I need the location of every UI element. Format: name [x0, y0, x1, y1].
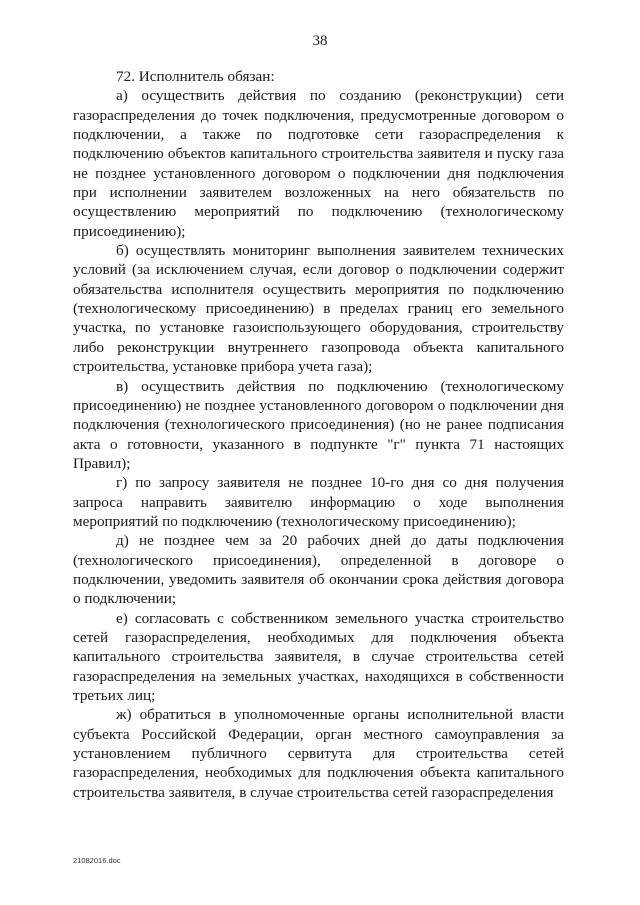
document-body	[73, 67, 564, 802]
clause-item-v: в) осуществить действия по подключению (технологическому присоединению) не позднее установленного договором о подключении дня подключения (технологического присоединения) (но не ранее подписания акта о готовности, указанного в подпункте "г" пункта 71 настоящих Правил);	[73, 377, 564, 472]
clause-heading: 72. Исполнитель обязан:	[116, 68, 275, 85]
clause-item-b: б) осуществлять мониторинг выполнения заявителем технических условий (за исключением случая, если договор о подключении содержит обязательства исполнителя осуществить мероприятия по подключению (технологическому присоединению) в пределах границ его земельного участка, по установке газоиспользующего оборудования, строительству либо реконструкции внутреннего газопровода объекта капитального строительства, установке прибора учета газа);	[73, 242, 564, 376]
clause-item-d: д) не позднее чем за 20 рабочих дней до даты подключения (технологического присоединения), определенной в договоре о подключении, уведомить заявителя об окончании срока действия договора о подключении;	[73, 532, 564, 608]
clause-item-g: г) по запросу заявителя не позднее 10-го дня со дня получения запроса направить заявителю информацию о ходе выполнения мероприятий по подключению (технологическому присоединению);	[73, 474, 564, 530]
clause-item-e: е) согласовать с собственником земельного участка строительство сетей газораспределения, необходимых для подключения объекта капитального строительства заявителя, в случае строительства сетей газораспределения на земельных участках, находящихся в собственности третьих лиц;	[73, 609, 564, 704]
clause-item-zh: ж) обратиться в уполномоченные органы исполнительной власти субъекта Российской Федерации, орган местного самоуправления за установлением публичного сервитута для строительства сетей газораспределения, необходимых для подключения объекта капитального строительства заявителя, в случае строительства сетей газораспределения	[73, 706, 564, 801]
footer-filename: 21082016.doc	[73, 856, 121, 865]
clause-item-a: а) осуществить действия по созданию (реконструкции) сети газораспределения до точек подключения, предусмотренные договором о подключении, а также по подготовке сети газораспределения к подключению объектов капитального строительства заявителя и пуску газа не позднее установленного договором о подключении дня подключения при исполнении заявителем возложенных на него обязательств по осуществлению мероприятий по подключению (технологическому присоединению);	[73, 87, 564, 240]
page-number: 38	[312, 33, 328, 49]
